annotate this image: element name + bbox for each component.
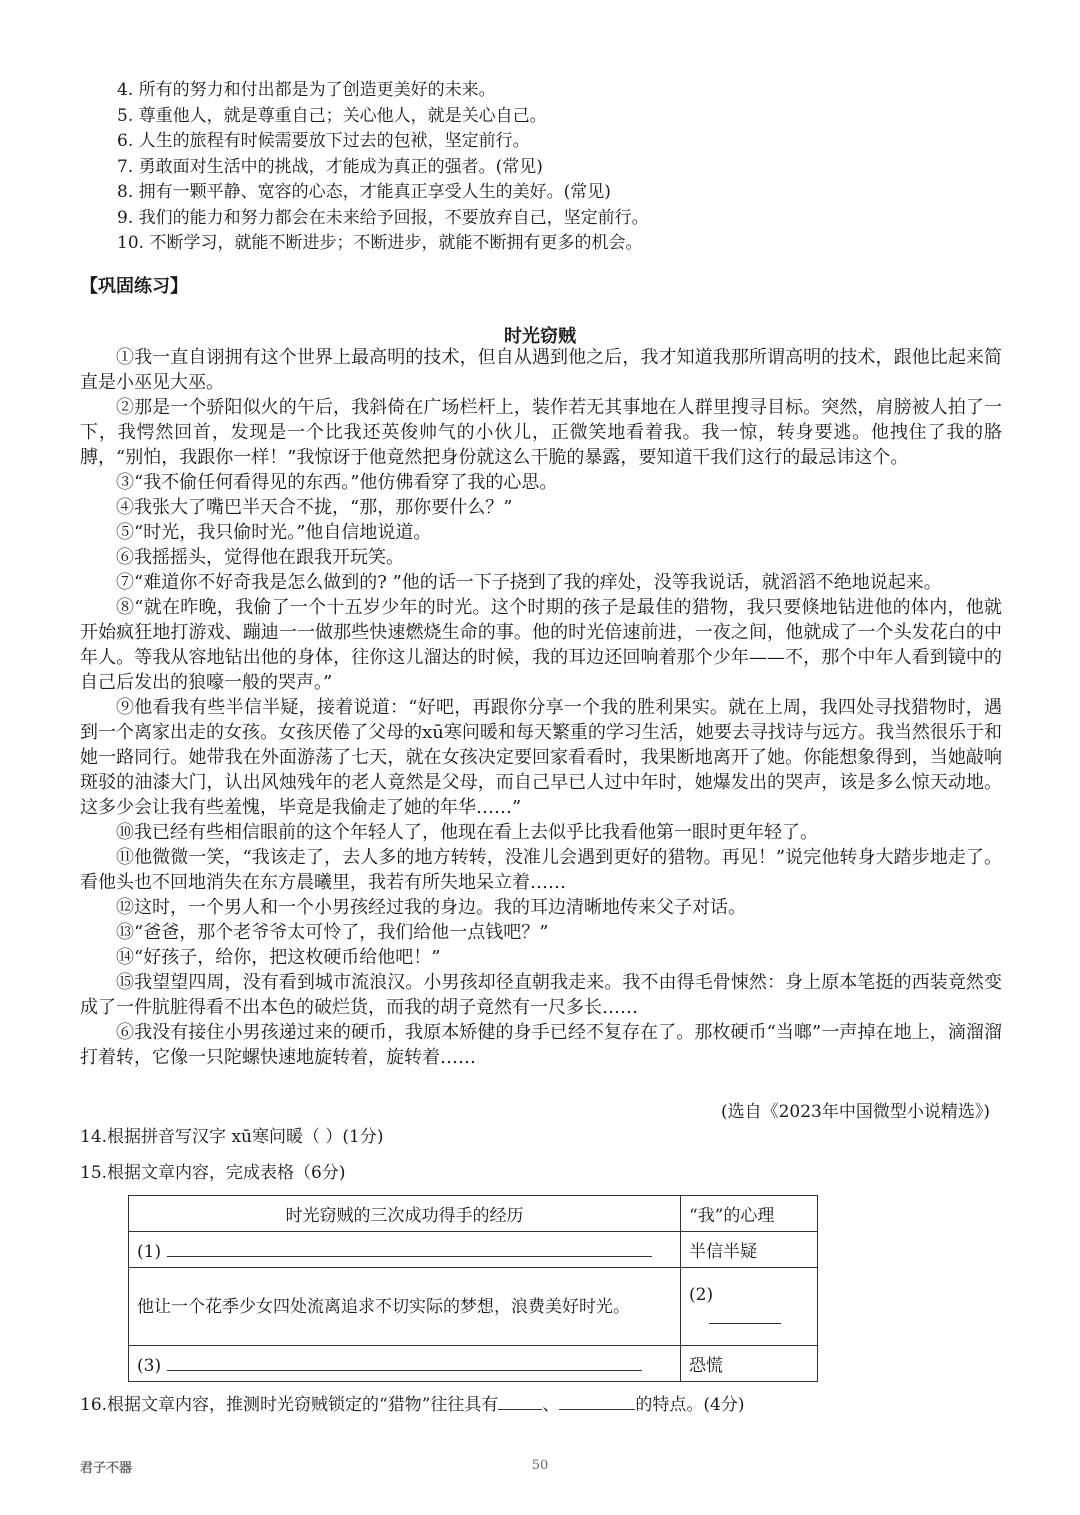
question-16-prefix: 16.根据文章内容，推测时光窃贼锁定的“猎物”往往具有: [80, 1395, 499, 1415]
blank-label: (2): [689, 1284, 714, 1305]
list-item: 9. 我们的能力和努力都会在未来给予回报，不要放弃自己，坚定前行。: [117, 207, 649, 228]
paragraph: ⑤“时光，我只偷时光。”他自信地说道。: [116, 522, 432, 543]
table-header-experience: 时光窃贼的三次成功得手的经历: [129, 1196, 681, 1232]
question-14: 14.根据拼音写汉字 xū寒问暖（ ）(1分): [80, 1127, 384, 1147]
table-cell: 半信半疑: [681, 1232, 818, 1268]
paragraph: ④我张大了嘴巴半天合不拢，“那，那你要什么？”: [116, 497, 513, 518]
table-cell: 他让一个花季少女四处流离追求不切实际的梦想，浪费美好时光。: [129, 1268, 681, 1346]
paragraph: ③“我不偷任何看得见的东西。”他仿佛看穿了我的心思。: [116, 472, 558, 493]
paragraph: ⑦“难道你不好奇我是怎么做到的? ”他的话一下子挠到了我的痒处，没等我说话，就滔滔不绝地说起来。: [116, 572, 942, 593]
list-item: 4. 所有的努力和付出都是为了创造更美好的未来。: [117, 80, 496, 100]
table-cell: 恐慌: [681, 1346, 818, 1382]
paragraph: ⑥我没有接住小男孩递过来的硬币，我原本矫健的身手已经不复存在了。那枚硬币“当啷”一声掉在地上，滴溜溜打着转，它像一只陀螺快速地旋转着，旋转着……: [80, 1022, 1002, 1068]
list-item: 5. 尊重他人，就是尊重自己；关心他人，就是关心自己。: [117, 105, 547, 126]
answer-blank[interactable]: [167, 1352, 642, 1371]
paragraph: ②那是一个骄阳似火的午后，我斜倚在广场栏杆上，装作若无其事地在人群里搜寻目标。突然，肩膀被人拍了一下，我愕然回首，发现是一个比我还英俊帅气的小伙儿，正微笑地看着我。我一惊，转身要逃。他拽住了我的胳膊，“别怕，我跟你一样！”我惊讶于他竟然把身份就这么干脆的暴露，要知道干我们这行的最忌讳这个。: [80, 397, 1002, 468]
numbered-list: [117, 78, 1017, 257]
paragraph: ⑩我已经有些相信眼前的这个年轻人了，他现在看上去似乎比我看他第一眼时更年轻了。: [116, 822, 818, 843]
question-16: [80, 1390, 745, 1415]
paragraph: ⑨他看我有些半信半疑，接着说道：“好吧，再跟你分享一个我的胜利果实。就在上周，我四处寻找猎物时，遇到一个离家出走的女孩。女孩厌倦了父母的xū寒问暖和每天繁重的学习生活，她要去寻找诗与远方。我当然很乐于和她一路同行。她带我在外面游荡了七天，就在女孩决定要回家看看时，我果断地离开了她。你能想象得到，当她敲响斑驳的油漆大门，认出风烛残年的老人竟然是父母，而自己早已人过中年时，她爆发出的哭声，该是多么惊天动地。这多少会让我有些羞愧，毕竟是我偷走了她的年华……”: [80, 697, 1002, 818]
paragraph: ①我一直自诩拥有这个世界上最高明的技术，但自从遇到他之后，我才知道我那所谓高明的技术，跟他比起来简直是小巫见大巫。: [80, 347, 1002, 393]
table-row: [129, 1232, 681, 1268]
answer-blank[interactable]: [709, 1305, 781, 1324]
answer-blank[interactable]: [167, 1238, 652, 1257]
story-body: [80, 345, 1002, 1070]
paragraph: ⑧“就在昨晚，我偷了一个十五岁少年的时光。这个时期的孩子是最佳的猎物，我只要倏地钻进他的体内，他就开始疯狂地打游戏、蹦迪一一做那些快速燃烧生命的事。他的时光倍速前进，一夜之间，他就成了一个头发花白的中年人。等我从容地钻出他的身体，往你这儿溜达的时候，我的耳边还回响着那个少年——不，那个中年人看到镜中的自己后发出的狼嚎一般的哭声。”: [80, 597, 1002, 693]
blank-label: (1): [137, 1241, 162, 1262]
table-row: [129, 1346, 681, 1382]
paragraph: ⑮我望望四周，没有看到城市流浪汉。小男孩却径直朝我走来。我不由得毛骨悚然：身上原本笔挺的西装竟然变成了一件肮脏得看不出本色的破烂货，而我的胡子竟然有一尺多长……: [80, 972, 1002, 1018]
blank-label: (3): [137, 1355, 162, 1376]
story-title: 时光窃贼: [504, 326, 576, 347]
section-title: 【巩固练习】: [80, 276, 188, 297]
list-item: 6. 人生的旅程有时候需要放下过去的包袱，坚定前行。: [117, 131, 530, 151]
source-citation: (选自《2023年中国微型小说精选》): [720, 1102, 990, 1122]
answer-blank[interactable]: [559, 1391, 635, 1410]
question-16-separator: 、: [542, 1395, 560, 1415]
page-number: 50: [531, 1458, 549, 1473]
list-item: 8. 拥有一颗平静、宽容的心态，才能真正享受人生的美好。(常见): [117, 182, 611, 202]
question-16-suffix: 的特点。(4分): [635, 1395, 745, 1415]
answer-blank[interactable]: [498, 1391, 542, 1410]
question-15: 15.根据文章内容，完成表格（6分): [80, 1163, 346, 1183]
paragraph: ⑫这时，一个男人和一个小男孩经过我的身边。我的耳边清晰地传来父子对话。: [116, 897, 746, 918]
footer-motto: 君子不器: [80, 1461, 133, 1476]
list-item: 10. 不断学习，就能不断进步；不断进步，就能不断拥有更多的机会。: [117, 233, 643, 253]
list-item: 7. 勇敢面对生活中的挑战，才能成为真正的强者。(常见): [117, 156, 543, 177]
paragraph: ⑬“爸爸，那个老爷爷太可怜了，我们给他一点钱吧？”: [116, 922, 549, 943]
table-row: [681, 1268, 818, 1346]
answer-table: [128, 1195, 818, 1382]
table-header-mind: “我”的心理: [681, 1196, 818, 1232]
paragraph: ⑭“好孩子，给你，把这枚硬币给他吧！”: [116, 947, 441, 968]
paragraph: ⑥我摇摇头，觉得他在跟我开玩笑。: [116, 547, 404, 568]
paragraph: ⑪他微微一笑，“我该走了，去人多的地方转转，没准儿会遇到更好的猎物。再见！”说完他转身大踏步地走了。看他头也不回地消失在东方晨曦里，我若有所失地呆立着……: [80, 847, 1002, 893]
